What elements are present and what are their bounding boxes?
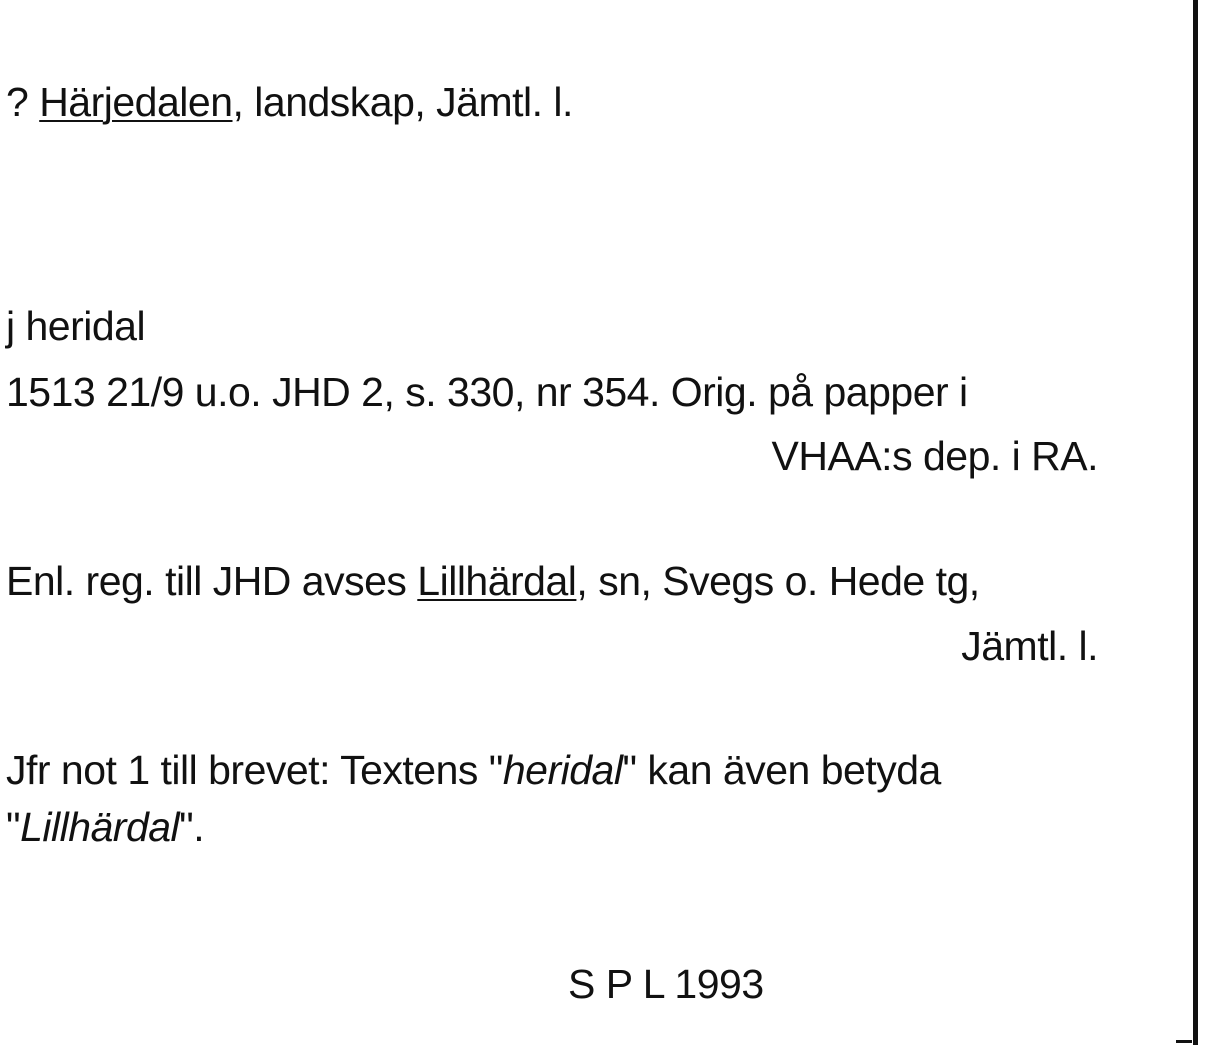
card-right-border	[1193, 0, 1198, 1045]
comparison-post: " kan även betyda	[622, 747, 941, 793]
header-place-name: Härjedalen	[39, 79, 233, 125]
note-line-1	[6, 557, 980, 605]
comparison-word: heridal	[502, 747, 623, 793]
note-after: , sn, Svegs o. Hede tg,	[576, 558, 980, 604]
card-header	[6, 78, 573, 126]
signature: S P L 1993	[568, 961, 764, 1007]
comparison-pre: Jfr not 1 till brevet: Textens "	[6, 747, 503, 793]
source-line-1: 1513 21/9 u.o. JHD 2, s. 330, nr 354. Orig. på papper i	[6, 369, 968, 415]
comparison-line2-post: ".	[179, 804, 205, 850]
note-before: Enl. reg. till JHD avses	[6, 558, 418, 604]
comparison-line-1	[6, 746, 941, 794]
name-form: j heridal	[6, 303, 146, 349]
note-place-name: Lillhärdal	[417, 558, 577, 604]
note-line-2: Jämtl. l.	[961, 623, 1098, 669]
header-description: , landskap, Jämtl. l.	[232, 79, 573, 125]
source-line-2: VHAA:s dep. i RA.	[771, 433, 1098, 479]
comparison-line2-pre: "	[6, 804, 21, 850]
header-prefix: ?	[6, 79, 40, 125]
comparison-line-2	[6, 803, 204, 851]
comparison-line2-word: Lillhärdal	[20, 804, 180, 850]
card-corner-mark	[1176, 1040, 1192, 1043]
